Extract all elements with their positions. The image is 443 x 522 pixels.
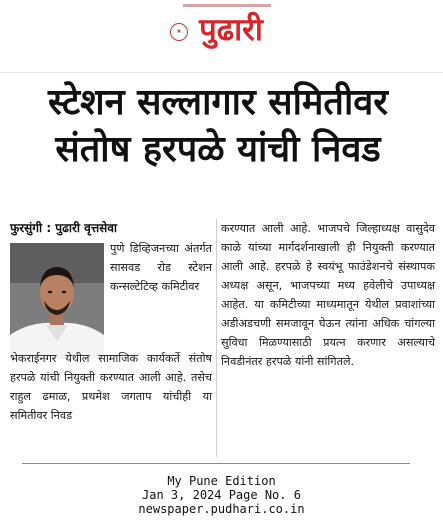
headline [8,80,428,174]
edition-footer [0,474,443,516]
newspaper-logo: पुढारी [199,12,263,48]
masthead-tagline-strip [183,4,271,7]
edition-date-page: Jan 3, 2024 Page No. 6 [142,488,301,502]
text-beside-photo [110,239,212,296]
headline-line-1: स्टेशन सल्लागार समितीवर [47,82,389,123]
portrait-photo [10,243,104,359]
portrait-illustration [10,243,104,359]
paragraph-left-body: भेकराईनगर येथील सामाजिक कार्यकर्ते संतोष हरपळे यांची नियुक्ती करण्यात आली आहे. तसेच राहुल ढमाळ, प्रथमेश जगताप यांचीही या समितीवर निवड [10,352,212,422]
paragraph-right-body: करण्यात आली आहे. भाजपचे जिल्हाध्यक्ष वासुदेव काळे यांच्या मार्गदर्शनाखाली ही नियुक्ती करण्यात आली आहे. हरपळे हे स्वयंभू फाउंडेशनचे संस्थापक अध्यक्ष असून, भाजपच्या मध्य हवेलीचे उपाध्यक्ष आहेत. या कमिटीच्या माध्यमातून येथील प्रवाशांच्या अडीअडचणी समजावून घेऊन त्यांना अधिक चांगल्या सुविधा मिळण्यासाठी प्रयत्न करणार असल्याचे निवडीनंतर हरपळे यांनी सांगितले. [221,222,435,368]
headline-line-2: संतोष हरपळे यांची निवड [55,128,381,170]
edition-website: newspaper.pudhari.co.in [138,502,305,516]
paragraph-beside-photo: पुणे डिव्हिजनच्या अंतर्गत सासवड रोड स्टेशन कन्सल्टेटिव्ह कमिटीवर [110,242,212,293]
footer-divider [22,463,410,464]
masthead [0,0,443,62]
article-column-left [10,219,212,422]
masthead-divider [0,72,443,73]
column-divider [216,219,217,457]
dateline: फुरसुंगी : पुढारी वृत्तसेवा [10,221,118,235]
anniversary-badge-icon: ★ [170,23,188,41]
edition-name: My Pune Edition [167,474,276,488]
article-column-right [221,219,435,371]
